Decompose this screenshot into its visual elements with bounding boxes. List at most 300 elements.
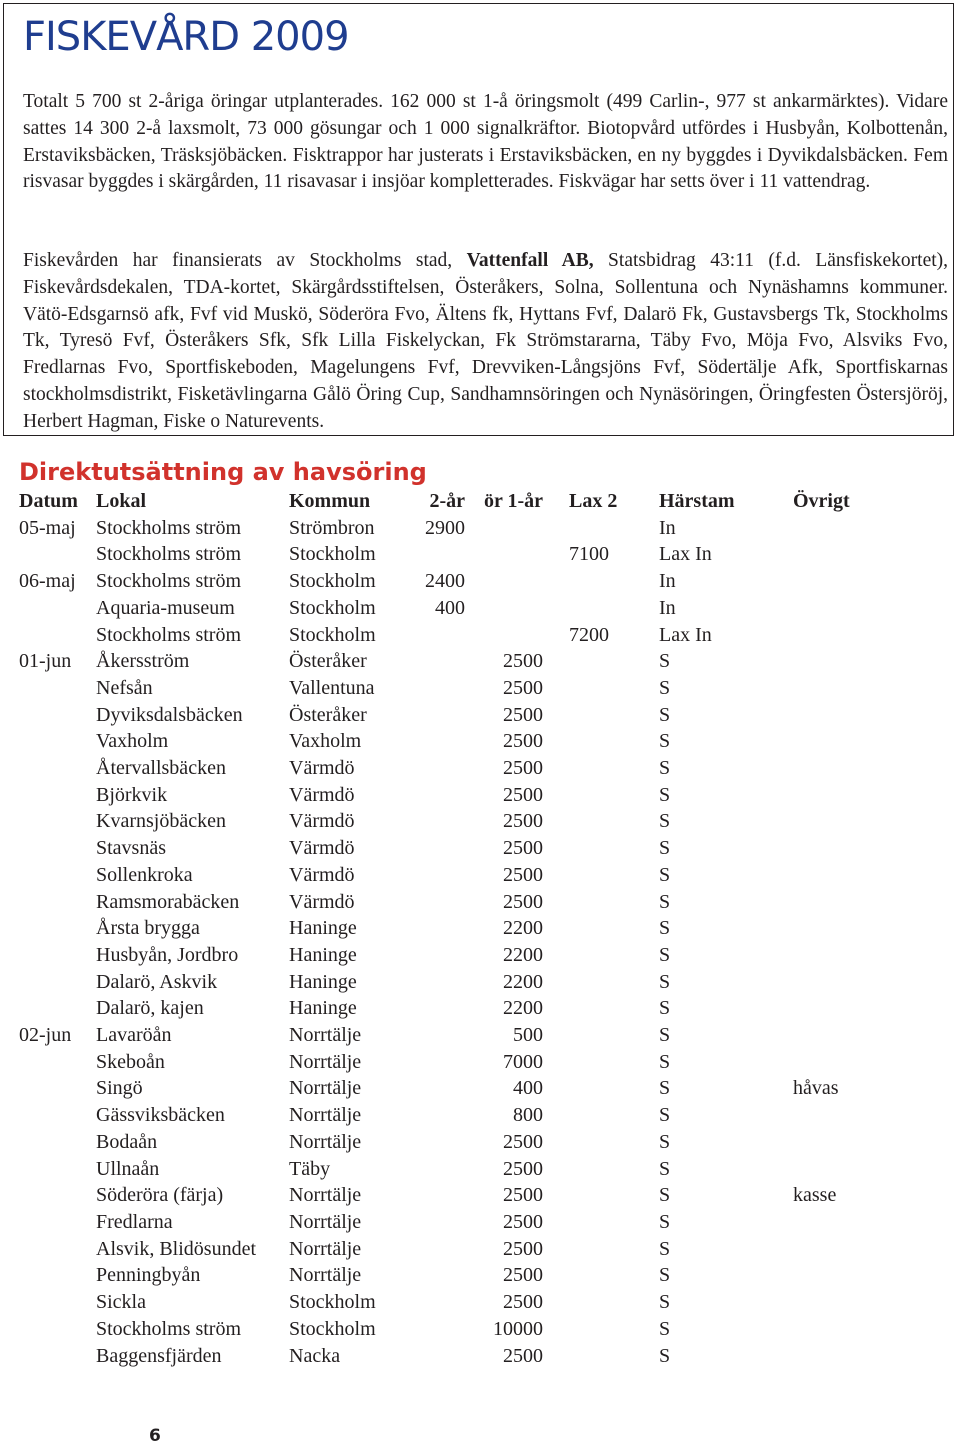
cell-one-year: 2500 [503,703,543,726]
cell-datum [19,1129,96,1156]
cell-one-year: 2200 [503,970,543,993]
cell-lokal: Bodaån [96,1130,158,1153]
cell-kommun: Värmdö [289,837,355,860]
cell-datum [19,862,96,889]
cell-lokal: Åkersström [96,650,190,673]
cell-one-year: 2500 [503,1264,543,1287]
cell-kommun: Österåker [289,703,367,726]
table-row [19,515,919,542]
cell-lokal: Stockholms ström [96,1317,242,1340]
cell-lokal: Söderöra (färja) [96,1184,224,1207]
cell-datum [19,1262,96,1289]
cell-one-year: 2500 [503,863,543,886]
cell-kommun: Nacka [289,1344,341,1367]
cell-lokal: Sickla [96,1291,146,1314]
cell-harstam: S [659,1184,671,1207]
cell-harstam: Lax In [659,623,712,646]
cell-two-year [414,1209,465,1236]
cell-ovrigt [793,728,919,755]
cell-two-year [414,969,465,996]
cell-kommun: Norrtälje [289,1024,362,1047]
cell-harstam: S [659,890,671,913]
cell-one-year: 2500 [503,1291,543,1314]
cell-one-year: 2500 [503,1210,543,1233]
cell-datum: 06-maj [19,570,76,593]
cell-lax2 [569,1182,659,1209]
table-row [19,862,919,889]
cell-kommun: Värmdö [289,783,355,806]
cell-lokal: Fredlarna [96,1210,173,1233]
cell-datum: 02-jun [19,1024,72,1047]
summary-paragraph: Totalt 5 700 st 2-åriga öringar utplanterades. 162 000 st 1-å öringsmolt (499 Carlin-, 977 st ankarmärktes). Vidare sattes 14 300 2-å laxsmolt, 73 000 gösungar och 1 000 signalkräftor. Biotopvård utfördes i Husbyån, Kolbottenån, Erstaviksbäcken, Träsksjöbäcken. Fisktrappor har justerats i Erstaviksbäcken, en ny byggdes i Dyvikdalsbäcken. Fem risvasar byggdes i skärgården, 11 risavasar i insjöar kompletterades. Fiskvägar har setts över i 11 vattendrag. [23,91,948,193]
cell-datum [19,1316,96,1343]
cell-two-year [414,1022,465,1049]
cell-lokal: Stockholms ström [96,570,242,593]
table-row [19,728,919,755]
cell-ovrigt [793,1316,919,1343]
cell-datum [19,1075,96,1102]
cell-datum [19,915,96,942]
cell-datum [19,969,96,996]
cell-datum [19,728,96,755]
cell-harstam: S [659,837,671,860]
table-row [19,1022,919,1049]
cell-lokal: Lavaröån [96,1024,172,1047]
table-row [19,1182,919,1209]
cell-one-year: 10000 [493,1317,543,1340]
cell-two-year [414,1316,465,1343]
cell-kommun: Haninge [289,997,357,1020]
cell-spacer [543,995,569,1022]
cell-kommun: Norrtälje [289,1264,362,1287]
cell-ovrigt [793,1022,919,1049]
cell-one-year: 2500 [503,837,543,860]
cell-lokal: Nefsån [96,676,153,699]
cell-harstam: S [659,650,671,673]
cell-one-year: 2500 [503,730,543,753]
cell-lokal: Gässviksbäcken [96,1104,225,1127]
cell-spacer [543,648,569,675]
cell-spacer [543,942,569,969]
cell-lax2 [569,835,659,862]
cell-lokal: Penningbyån [96,1264,201,1287]
cell-harstam: S [659,997,671,1020]
funding-text-bold: Vattenfall AB, [466,250,594,271]
cell-datum [19,1289,96,1316]
cell-spacer [543,541,569,568]
cell-one-year: 7000 [503,1050,543,1073]
cell-harstam: S [659,730,671,753]
cell-datum [19,755,96,782]
cell-harstam: S [659,863,671,886]
table-row [19,889,919,916]
cell-datum [19,541,96,568]
cell-lax2 [569,889,659,916]
cell-kommun: Vallentuna [289,676,375,699]
cell-lax2 [569,1022,659,1049]
cell-kommun: Norrtälje [289,1210,362,1233]
cell-kommun: Stockholm [289,570,376,593]
cell-one-year [465,622,543,649]
cell-spacer [543,1289,569,1316]
cell-datum [19,808,96,835]
table-row [19,782,919,809]
stocking-table [19,488,919,1369]
cell-one-year: 2500 [503,1130,543,1153]
cell-ovrigt [793,541,919,568]
cell-kommun: Norrtälje [289,1130,362,1153]
cell-ovrigt [793,782,919,809]
cell-kommun: Stockholm [289,1291,376,1314]
cell-one-year: 2500 [503,783,543,806]
cell-spacer [543,622,569,649]
cell-spacer [543,808,569,835]
header-one-year: ör 1-år [483,490,543,512]
cell-spacer [543,1209,569,1236]
cell-harstam: S [659,1077,671,1100]
cell-harstam: S [659,1344,671,1367]
table-row [19,595,919,622]
table-row [19,808,919,835]
cell-spacer [543,1049,569,1076]
cell-ovrigt [793,1209,919,1236]
page-number: 6 [149,1426,161,1446]
cell-lax2 [569,1129,659,1156]
cell-harstam: S [659,1264,671,1287]
cell-harstam: S [659,703,671,726]
cell-kommun: Värmdö [289,863,355,886]
cell-ovrigt [793,862,919,889]
cell-lax2 [569,808,659,835]
cell-lax2: 7100 [569,543,609,566]
page-title: FISKEVÅRD 2009 [23,14,349,60]
cell-ovrigt [793,1289,919,1316]
cell-two-year [414,1289,465,1316]
cell-lokal: Ullnaån [96,1157,160,1180]
cell-two-year [414,782,465,809]
cell-lax2 [569,1075,659,1102]
cell-harstam: Lax In [659,543,712,566]
table-row [19,915,919,942]
cell-ovrigt [793,1102,919,1129]
cell-spacer [543,915,569,942]
cell-two-year: 2900 [425,516,465,539]
cell-spacer [543,702,569,729]
table-row [19,1343,919,1370]
cell-datum [19,1049,96,1076]
cell-lokal: Björkvik [96,783,168,806]
cell-two-year [414,675,465,702]
cell-lax2 [569,1343,659,1370]
header-two-year: 2-år [429,490,465,512]
table-row [19,1316,919,1343]
cell-two-year [414,1262,465,1289]
cell-lax2 [569,915,659,942]
cell-lax2 [569,969,659,996]
cell-spacer [543,1316,569,1343]
cell-kommun: Österåker [289,650,367,673]
cell-datum [19,1343,96,1370]
cell-ovrigt [793,1049,919,1076]
cell-kommun: Norrtälje [289,1237,362,1260]
cell-two-year [414,808,465,835]
info-box [3,3,954,436]
cell-spacer [543,515,569,542]
cell-one-year: 2500 [503,676,543,699]
header-datum: Datum [19,490,78,512]
cell-harstam: S [659,1291,671,1314]
cell-lax2 [569,1236,659,1263]
cell-lax2 [569,782,659,809]
table-row [19,1129,919,1156]
cell-datum: 05-maj [19,516,76,539]
cell-two-year [414,1236,465,1263]
table-row [19,1209,919,1236]
cell-datum [19,595,96,622]
cell-lokal: Vaxholm [96,730,169,753]
cell-lokal: Alsvik, Blidösundet [96,1237,257,1260]
table-row [19,1102,919,1129]
cell-lax2 [569,728,659,755]
cell-lax2 [569,675,659,702]
cell-ovrigt [793,969,919,996]
cell-harstam: S [659,970,671,993]
cell-lokal: Stavsnäs [96,837,166,860]
table-body [19,515,919,1370]
cell-lokal: Återvallsbäcken [96,757,226,780]
cell-two-year: 400 [435,596,465,619]
table-row [19,541,919,568]
cell-spacer [543,1022,569,1049]
cell-datum [19,1236,96,1263]
cell-spacer [543,1102,569,1129]
cell-harstam: S [659,917,671,940]
header-kommun: Kommun [289,490,371,512]
cell-datum [19,1102,96,1129]
cell-two-year [414,995,465,1022]
table-row [19,702,919,729]
cell-datum [19,1182,96,1209]
cell-lokal: Ramsmorabäcken [96,890,240,913]
cell-two-year: 2400 [425,570,465,593]
cell-two-year [414,1182,465,1209]
cell-one-year: 2200 [503,943,543,966]
cell-harstam: In [659,570,676,593]
cell-kommun: Norrtälje [289,1077,362,1100]
cell-lokal: Årsta brygga [96,917,200,940]
cell-spacer [543,568,569,595]
cell-kommun: Stockholm [289,596,376,619]
cell-lax2 [569,1049,659,1076]
cell-lokal: Stockholms ström [96,623,242,646]
cell-lax2 [569,568,659,595]
cell-harstam: S [659,1050,671,1073]
cell-one-year: 2500 [503,890,543,913]
table-row [19,835,919,862]
cell-kommun: Stockholm [289,623,376,646]
cell-ovrigt [793,568,919,595]
cell-harstam: S [659,810,671,833]
funding-paragraph [23,248,948,436]
cell-one-year [465,595,543,622]
cell-two-year [414,648,465,675]
table-row [19,1262,919,1289]
cell-ovrigt [793,915,919,942]
cell-lokal: Stockholms ström [96,543,242,566]
cell-ovrigt [793,595,919,622]
cell-lokal: Dalarö, kajen [96,997,204,1020]
table-row [19,675,919,702]
cell-harstam: S [659,1130,671,1153]
cell-spacer [543,1236,569,1263]
cell-ovrigt [793,648,919,675]
cell-one-year [465,568,543,595]
cell-spacer [543,1129,569,1156]
cell-one-year [465,515,543,542]
cell-harstam: S [659,783,671,806]
cell-kommun: Haninge [289,917,357,940]
table-row [19,1289,919,1316]
cell-lax2 [569,595,659,622]
cell-harstam: S [659,943,671,966]
cell-harstam: In [659,596,676,619]
cell-harstam: In [659,516,676,539]
table-row [19,1049,919,1076]
cell-lax2 [569,1102,659,1129]
cell-ovrigt [793,622,919,649]
cell-kommun: Stockholm [289,543,376,566]
table-row [19,995,919,1022]
cell-two-year [414,1156,465,1183]
cell-lokal: Aquaria-museum [96,596,235,619]
cell-two-year [414,942,465,969]
cell-ovrigt [793,1129,919,1156]
cell-two-year [414,702,465,729]
cell-kommun: Vaxholm [289,730,362,753]
cell-lax2 [569,1209,659,1236]
cell-two-year [414,541,465,568]
cell-kommun: Norrtälje [289,1104,362,1127]
header-lokal: Lokal [96,490,147,512]
cell-lokal: Baggensfjärden [96,1344,222,1367]
table-row [19,1156,919,1183]
cell-harstam: S [659,1210,671,1233]
header-spacer [543,488,569,515]
cell-lax2 [569,648,659,675]
cell-one-year [465,541,543,568]
cell-lokal: Skeboån [96,1050,165,1073]
cell-two-year [414,835,465,862]
cell-lax2 [569,942,659,969]
cell-lax2 [569,515,659,542]
cell-ovrigt [793,515,919,542]
cell-ovrigt: håvas [793,1077,839,1100]
cell-lax2 [569,1316,659,1343]
cell-kommun: Norrtälje [289,1050,362,1073]
cell-datum: 01-jun [19,650,72,673]
cell-ovrigt: kasse [793,1184,837,1207]
cell-spacer [543,1343,569,1370]
cell-lokal: Stockholms ström [96,516,242,539]
cell-harstam: S [659,1237,671,1260]
cell-one-year: 500 [513,1024,543,1047]
cell-spacer [543,1156,569,1183]
cell-one-year: 2200 [503,917,543,940]
cell-spacer [543,1075,569,1102]
cell-two-year [414,1049,465,1076]
cell-kommun: Värmdö [289,810,355,833]
cell-two-year [414,1343,465,1370]
cell-datum [19,675,96,702]
table-row [19,568,919,595]
cell-one-year: 800 [513,1104,543,1127]
cell-two-year [414,915,465,942]
cell-ovrigt [793,1156,919,1183]
cell-one-year: 2500 [503,757,543,780]
table-row [19,969,919,996]
cell-datum [19,889,96,916]
cell-lax2 [569,1262,659,1289]
section-title: Direktutsättning av havsöring [19,458,427,486]
cell-one-year: 400 [513,1077,543,1100]
cell-one-year: 2500 [503,1184,543,1207]
cell-ovrigt [793,808,919,835]
cell-spacer [543,969,569,996]
cell-spacer [543,595,569,622]
cell-lokal: Sollenkroka [96,863,193,886]
cell-spacer [543,728,569,755]
cell-lax2 [569,862,659,889]
header-harstam: Härstam [659,490,735,512]
cell-spacer [543,1262,569,1289]
cell-lax2 [569,995,659,1022]
cell-kommun: Stockholm [289,1317,376,1340]
cell-lax2 [569,755,659,782]
funding-text-start: Fiskevården har finansierats av Stockholms stad, [23,250,467,271]
cell-lokal: Singö [96,1077,143,1100]
cell-ovrigt [793,995,919,1022]
cell-lokal: Husbyån, Jordbro [96,943,239,966]
cell-ovrigt [793,1236,919,1263]
cell-lax2: 7200 [569,623,609,646]
cell-kommun: Värmdö [289,757,355,780]
cell-spacer [543,1182,569,1209]
cell-ovrigt [793,702,919,729]
cell-harstam: S [659,676,671,699]
cell-spacer [543,675,569,702]
cell-spacer [543,782,569,809]
cell-harstam: S [659,1104,671,1127]
funding-text-end: Statsbidrag 43:11 (f.d. Länsfiskekortet), Fiskevårdsdekalen, TDA-kortet, Skärgårdsstiftelsen, Österåkers, Solna, Sollentuna och Nynäshamns kommuner. Vätö-Edsgarnsö afk, Fvf vid Muskö, Söderöra Fvo, Ältens fk, Hyttans Fvf, Dalarö Fk, Gustavsbergs Tk, Stockholms Tk, Tyresö Fvf, Österåkers Sfk, Sfk Lilla Fiskelyckan, Fk Strömstararna, Täby Fvo, Möja Fvo, Alsviks Fvo, Fredlarnas Fvo, Sportfiskeboden, Magelungens Fvf, Drevviken-Långsjöns Fvf, Södertälje Afk, Sportfiskarnas stockholmsdistrikt, Fisketävlingarna Gålö Öring Cup, Sandhamnsöringen och Nynäsöringen, Öringfesten Östersjöröj, Herbert Hagman, Fiske o Naturevents. [23,250,949,432]
cell-one-year: 2500 [503,1344,543,1367]
header-lax2: Lax 2 [569,490,618,512]
table-row [19,648,919,675]
cell-kommun: Värmdö [289,890,355,913]
cell-ovrigt [793,675,919,702]
cell-two-year [414,728,465,755]
table-row [19,1236,919,1263]
cell-harstam: S [659,1157,671,1180]
cell-datum [19,835,96,862]
table-row [19,942,919,969]
cell-datum [19,622,96,649]
cell-ovrigt [793,942,919,969]
cell-spacer [543,889,569,916]
cell-ovrigt [793,1343,919,1370]
cell-one-year: 2500 [503,650,543,673]
cell-ovrigt [793,835,919,862]
table-row [19,622,919,649]
